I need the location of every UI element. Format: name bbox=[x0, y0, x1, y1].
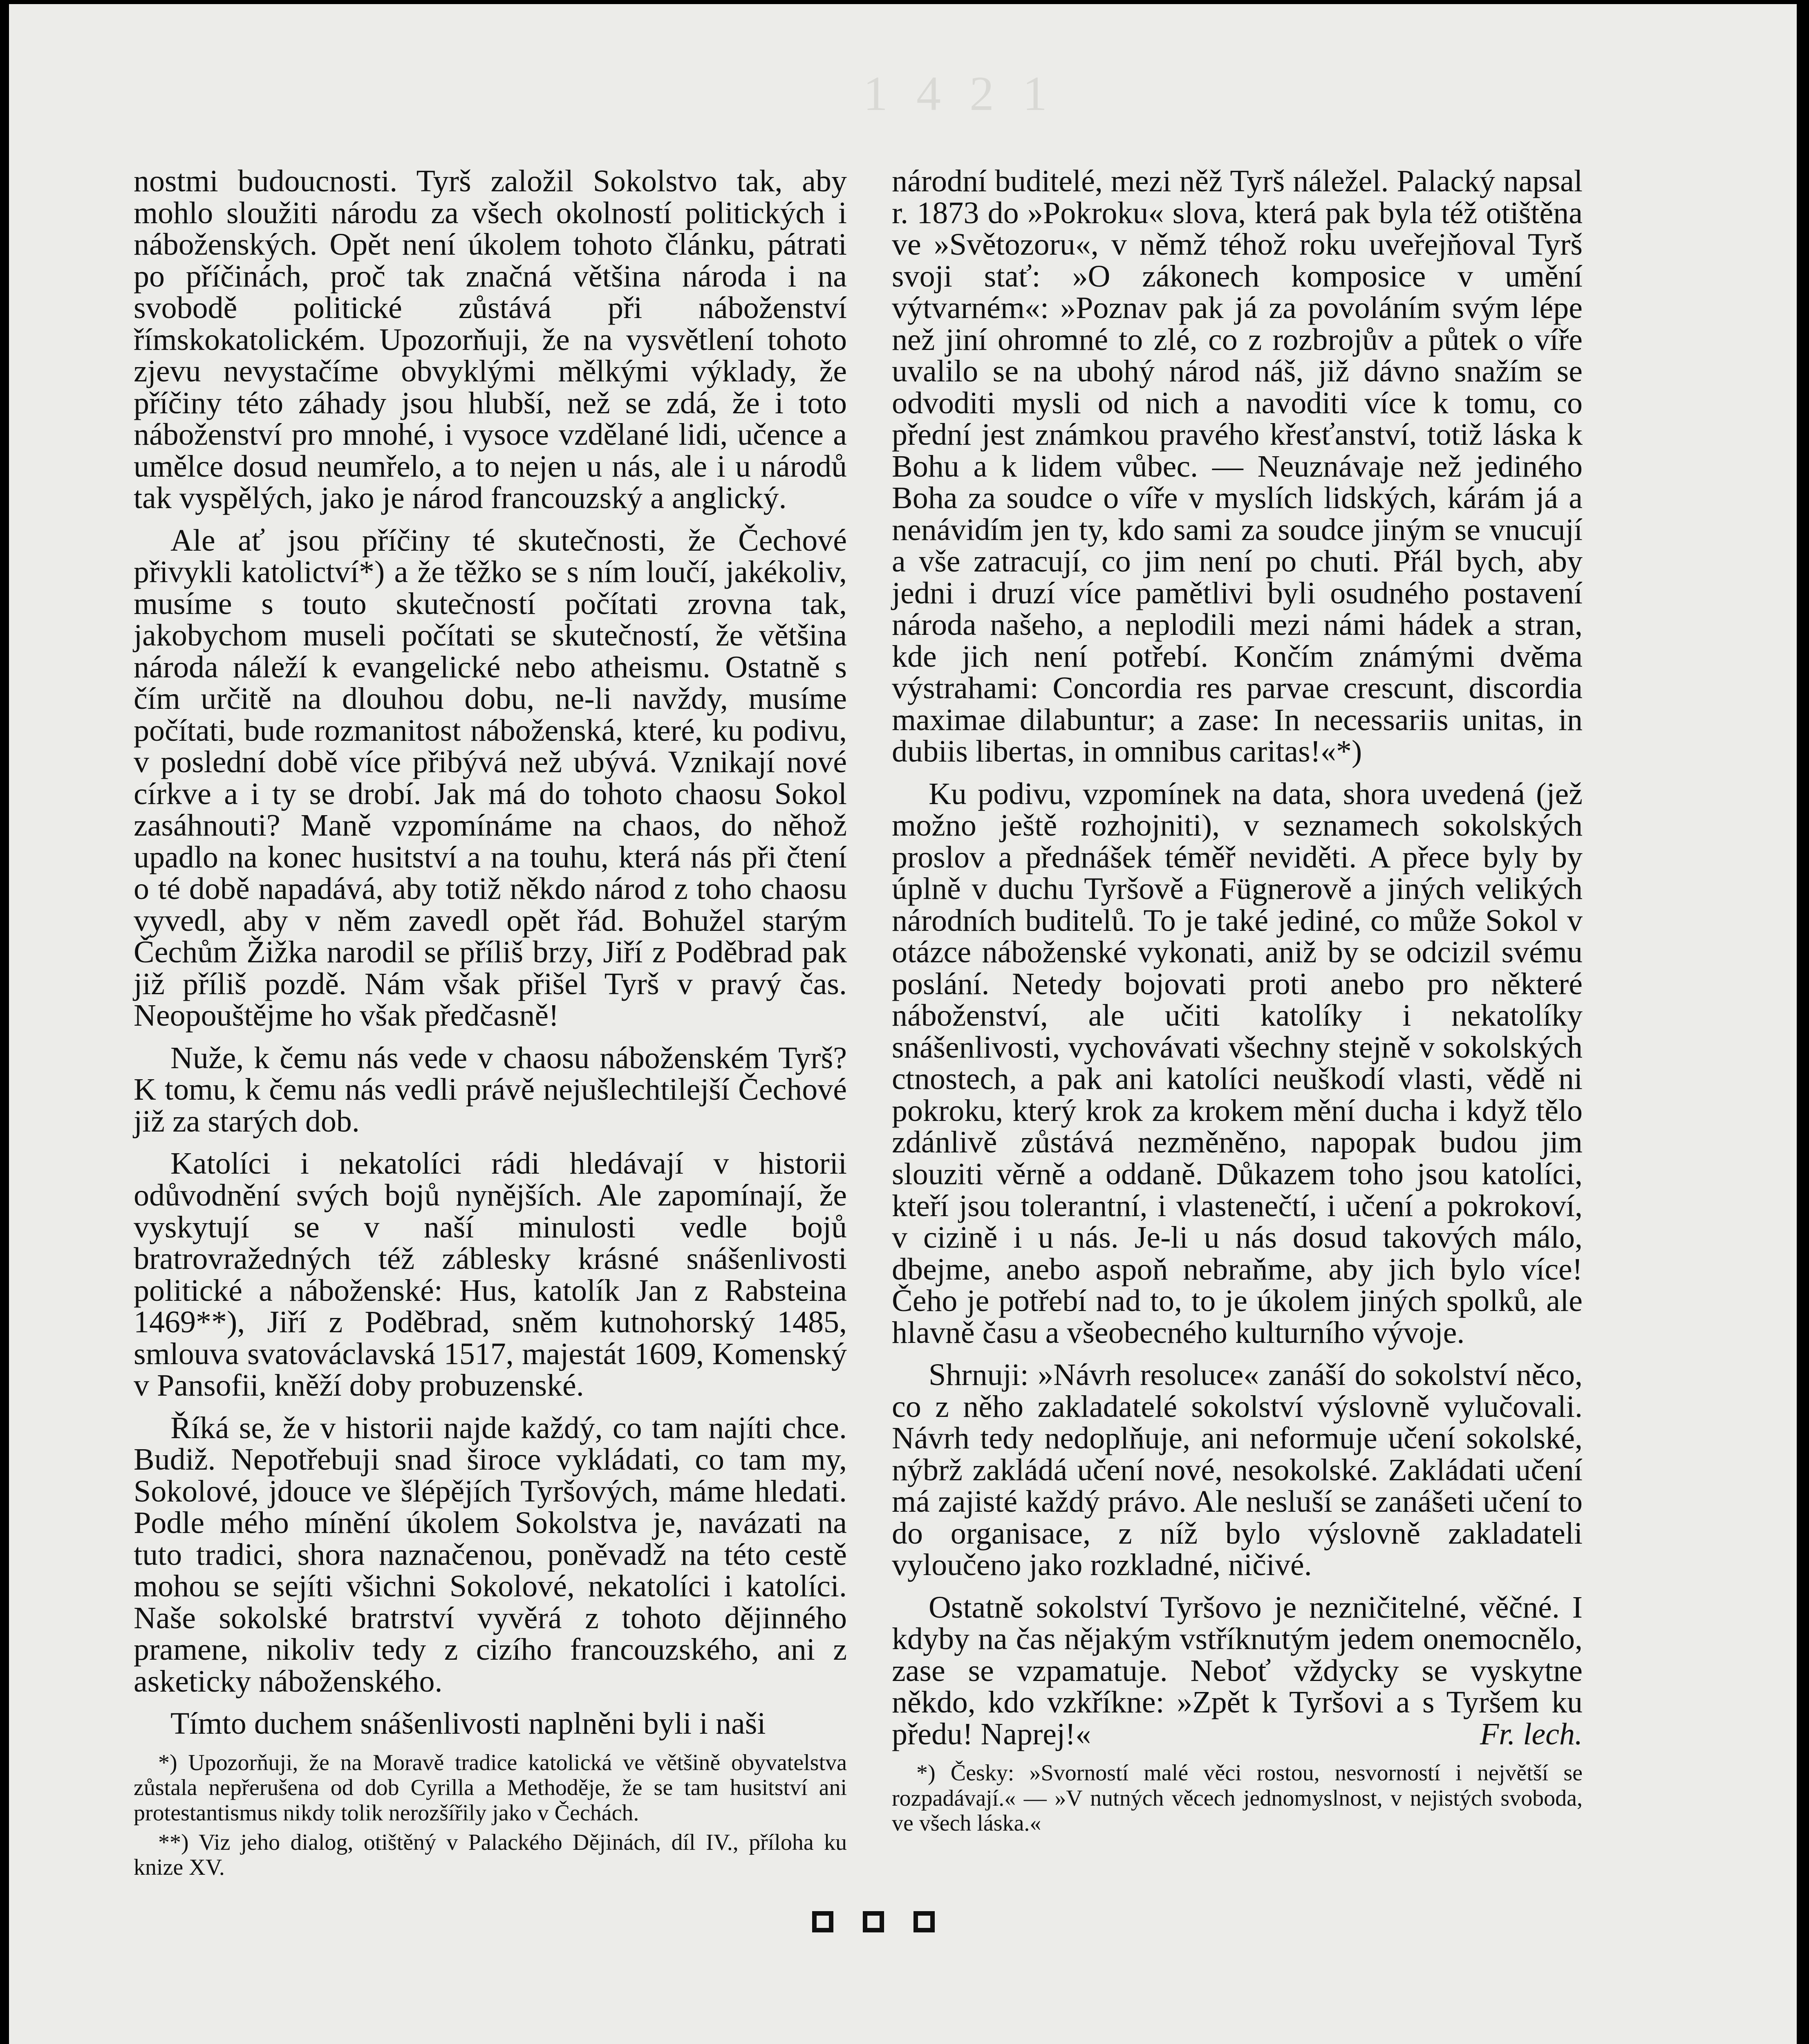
paragraph: Nuže, k čemu nás vede v chaosu náboženském Tyrš? K tomu, k čemu nás vedli právě nejušlechtilejší Čechové již za starých dob. bbox=[134, 1040, 847, 1139]
right-column bbox=[892, 166, 1583, 1840]
paragraph: Ku podivu, vzpomínek na data, shora uvedená (jež možno ještě rozhojniti), v seznamech sokolských proslov a přednášek téměř neviděti. A přece byly by úplně v duchu Tyršově a Fügnerově a jiných velikých národních buditelů. To je také jediné, co může Sokol v otázce náboženské vykonati, aniž by se odcizil svému poslání. Netedy bojovati proti anebo pro některé náboženství, ale učiti katolíky i nekatolíky snášenlivosti, vychovávati všechny stejně v sokolských ctnostech, a pak ani katolíci neuškodí vlasti, vědě ni pokroku, který krok za krokem mění ducha i když tělo zdánlivě zůstává nezměněno, napopak budou jim slouziti věrně a oddaně. Důkazem toho jsou katolíci, kteří jsou tolerantní, i vlastenečtí, i učení a pokrokoví, v cizině i u nás. Je-li u nás dosud takových málo, dbejme, anebo aspoň nebraňme, aby jich bylo více! Čeho je potřebí nad to, to je úkolem jiných spolků, ale hlavně času a všeobecného kulturního vývoje. bbox=[892, 776, 1583, 1350]
paragraph: Shrnuji: »Návrh resoluce« zanáší do sokolství něco, co z něho zakladatelé sokolství výslovně vylučovali. Návrh tedy nedoplňuje, ani neformuje učení sokolské, nýbrž zakládá učení nové, nesokolské. Zakládati učení má zajisté každý právo. Ale nesluší se zanášeti učení to do organisace, z níž bylo výslovně zakladateli vyloučeno jako rozkladné, ničivé. bbox=[892, 1358, 1583, 1582]
paragraph: Říká se, že v historii najde každý, co tam najíti chce. Budiž. Nepotřebuji snad široce vykládati, co tam my, Sokolové, jdouce ve šlépějích Tyršových, máme hledati. Podle mého mínění úkolem Sokolstva je, navázati na tuto tradici, shora naznačenou, poněvadž na této cestě mohou se sejíti všichni Sokolové, nekatolíci i katolíci. Naše sokolské bratrství vyvěrá z tohoto dějinného pramene, nikoliv tedy z cizího francouzského, ani z asketicky náboženského. bbox=[134, 1410, 847, 1699]
paragraph: Katolíci i nekatolíci rádi hledávají v historii odůvodnění svých bojů nynějších. Ale zapomínají, že vyskytují se v naší minulosti vedle bojů bratrovražedných též záblesky krásné snášenlivosti politické a náboženské: Hus, katolík Jan z Rabsteina 1469**), Jiří z Poděbrad, sněm kutnohorský 1485, smlouva svatováclavská 1517, majestát 1609, Komenský v Pansofii, kněží doby probuzenské. bbox=[134, 1146, 847, 1403]
footnotes bbox=[134, 1750, 847, 1880]
square-icon bbox=[863, 1911, 884, 1932]
footnotes bbox=[892, 1761, 1583, 1836]
paragraph bbox=[892, 1592, 1583, 1750]
footnote: *) Česky: »Svorností malé věci rostou, nesvorností i největší se rozpadávají.« — »V nutných věcech jednomyslnost, v nejistých svoboda, ve všech láska.« bbox=[892, 1760, 1583, 1836]
header-ghost-mark: 1 4 2 1 bbox=[863, 66, 1055, 121]
paragraph-text: Ostatně sokolství Tyršovo je nezničitelné, věčné. I kdyby na čas nějakým vstříknutým jedem onemocnělo, zase se vzpamatuje. Neboť vždycky se vyskytne někdo, kdo vzkříkne: »Zpět k Tyršovi a s Tyršem ku předu! Naprej!« bbox=[892, 1590, 1583, 1751]
left-column bbox=[134, 166, 847, 1885]
footnote: **) Viz jeho dialog, otištěný v Palackého Dějinách, díl IV., příloha ku knize XV. bbox=[134, 1829, 847, 1880]
square-icon bbox=[913, 1911, 935, 1932]
author-signature: Fr. lech. bbox=[1480, 1717, 1583, 1751]
section-divider-ornament bbox=[812, 1911, 935, 1940]
square-icon bbox=[812, 1911, 833, 1932]
paragraph: nostmi budoucnosti. Tyrš založil Sokolstvo tak, aby mohlo sloužiti národu za všech okolností politických i náboženských. Opět není úkolem tohoto článku, pátrati po příčinách, proč tak značná většina národa i na svobodě politické zůstává při náboženství římskokatolickém. Upozorňuji, že na vysvětlení tohoto zjevu nevystačíme obvyklými mělkými výklady, že příčiny této záhady jsou hlubší, než se zdá, že i toto náboženství pro mnohé, i vysoce vzdělané lidi, učence a umělce dosud neumřelo, a to nejen u nás, ale i u národů tak vyspělých, jako je národ francouzský a anglický. bbox=[134, 164, 847, 515]
paragraph: Tímto duchem snášenlivosti naplněni byli i naši bbox=[170, 1706, 766, 1741]
paragraph: národní buditelé, mezi něž Tyrš náležel. Palacký napsal r. 1873 do »Pokroku« slova, která pak byla též otištěna ve »Světozoru«, v němž téhož roku uveřejňoval Tyrš svoji stať: »O zákonech komposice v umění výtvarném«: »Poznav pak já za povoláním svým lépe než jiní ohromné to zlé, co z rozbrojův a půtek o víře uvalilo se na ubohý národ náš, již dávno snažím se odvoditi mysli od nich a navoditi více k tomu, co přední jest známkou pravého křesťanství, totiž láska k Bohu a k lidem vůbec. — Neuznávaje než jediného Boha za soudce o víře v myslích lidských, kárám já a nenávidím jen ty, kdo sami za soudce jiným se vnucují a vše zatracují, co jim není po chuti. Přál bych, aby jedni i druzí více pamětlivi byli osudného postavení národa našeho, a neplodili mezi námi hádek a stran, kde jich není potřebí. Končím známými dvěma výstrahami: Concordia res parvae crescunt, discordia maximae dilabuntur; a zase: In necessariis unitas, in dubiis libertas, in omnibus caritas!«*) bbox=[892, 164, 1583, 769]
paragraph: Ale ať jsou příčiny té skutečnosti, že Čechové přivykli katolictví*) a že těžko se s ním loučí, jakékoliv, musíme s touto skutečností počítati zrovna tak, jakobychom museli počítati se skutečností, že většina národa náleží k evangelické nebo atheismu. Ostatně s čím určitě na dlouhou dobu, ne-li navždy, musíme počítati, bude rozmanitost náboženská, které, ku podivu, v poslední době více přibývá než ubývá. Vznikají nové církve a i ty se drobí. Jak má do tohoto chaosu Sokol zasáhnouti? Maně vzpomínáme na chaos, do něhož upadlo na konec husitství a na touhu, která nás při čtení o té době napadává, aby totiž někdo národ z toho chaosu vyvedl, aby v něm zavedl opět řád. Bohužel starým Čechům Žižka narodil se příliš brzy, Jiří z Poděbrad pak již příliš pozdě. Nám však přišel Tyrš v pravý čas. Neopouštějme ho však předčasně! bbox=[134, 523, 847, 1033]
footnote: *) Upozorňuji, že na Moravě tradice katolická ve většině obyvatelstva zůstala nepřerušena od dob Cyrilla a Methoděje, že se tam husitství ani protestantismus nikdy tolik nerozšířily jako v Čechách. bbox=[134, 1750, 847, 1826]
